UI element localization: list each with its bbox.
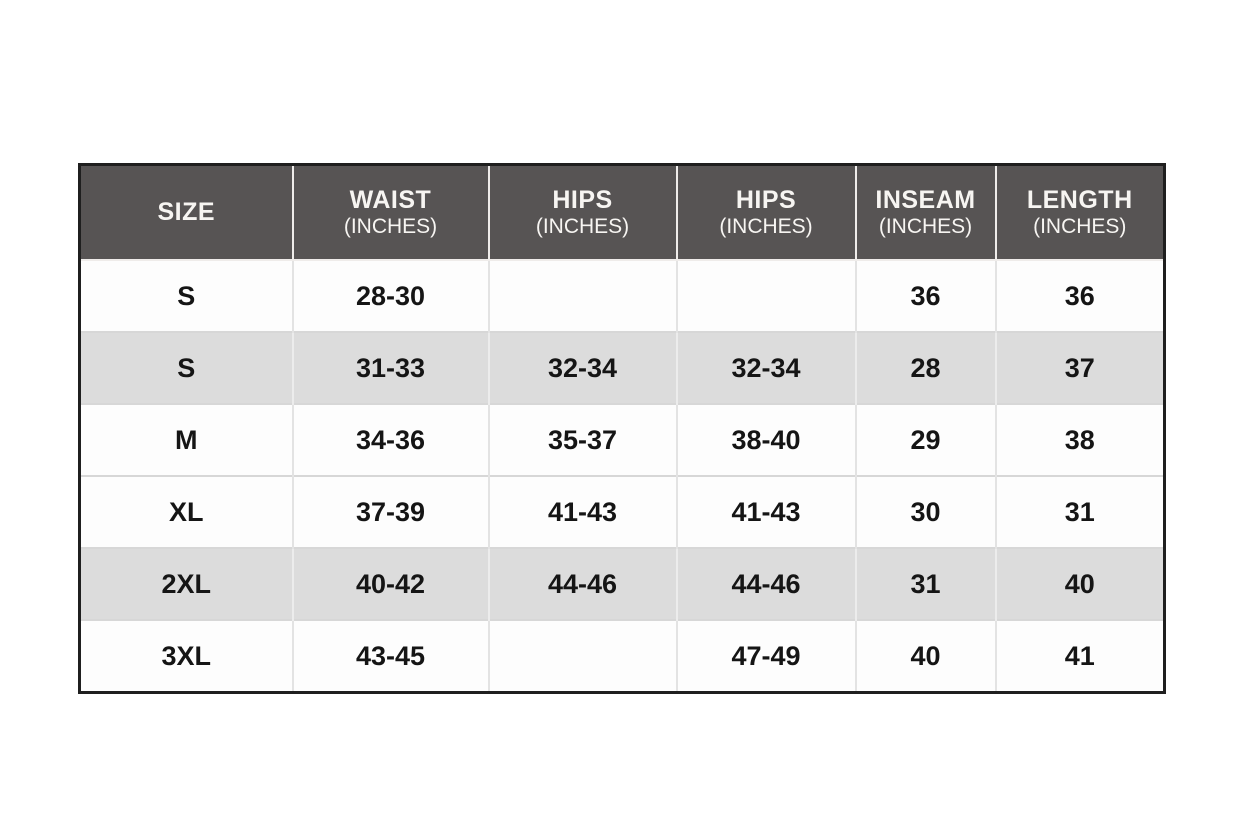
size-chart-table bbox=[78, 163, 1166, 694]
column-header-label: WAIST bbox=[349, 185, 432, 214]
column-header-hips-2 bbox=[677, 165, 856, 261]
cell-size: XL bbox=[80, 476, 293, 548]
cell-inseam: 28 bbox=[856, 332, 996, 404]
cell-size: S bbox=[80, 332, 293, 404]
cell-waist: 28-30 bbox=[293, 260, 489, 332]
table-row-xl bbox=[80, 476, 1165, 548]
cell-length: 37 bbox=[996, 332, 1165, 404]
column-header-length bbox=[996, 165, 1165, 261]
cell-hips-2: 32-34 bbox=[677, 332, 856, 404]
column-header-label: HIPS bbox=[552, 185, 613, 214]
table-row-m bbox=[80, 404, 1165, 476]
cell-hips-1 bbox=[489, 620, 677, 693]
column-header-label: INSEAM bbox=[875, 185, 976, 214]
table-header bbox=[80, 165, 1165, 261]
cell-hips-2: 44-46 bbox=[677, 548, 856, 620]
cell-inseam: 30 bbox=[856, 476, 996, 548]
column-header-sublabel: (INCHES) bbox=[719, 215, 813, 239]
cell-size: 2XL bbox=[80, 548, 293, 620]
cell-waist: 43-45 bbox=[293, 620, 489, 693]
table-row-s-1 bbox=[80, 260, 1165, 332]
cell-size: 3XL bbox=[80, 620, 293, 693]
column-header-size bbox=[80, 165, 293, 261]
column-header-hips-1 bbox=[489, 165, 677, 261]
cell-hips-1: 41-43 bbox=[489, 476, 677, 548]
column-header-sublabel: (INCHES) bbox=[343, 215, 438, 239]
cell-inseam: 31 bbox=[856, 548, 996, 620]
column-header-sublabel: (INCHES) bbox=[535, 215, 630, 239]
column-header-waist bbox=[293, 165, 489, 261]
cell-inseam: 36 bbox=[856, 260, 996, 332]
cell-hips-1: 32-34 bbox=[489, 332, 677, 404]
cell-hips-2: 41-43 bbox=[677, 476, 856, 548]
cell-size: M bbox=[80, 404, 293, 476]
cell-hips-2 bbox=[677, 260, 856, 332]
cell-length: 31 bbox=[996, 476, 1165, 548]
column-header-sublabel: (INCHES) bbox=[878, 215, 973, 239]
cell-waist: 34-36 bbox=[293, 404, 489, 476]
column-header-sublabel: (INCHES) bbox=[1033, 215, 1127, 239]
table-body bbox=[80, 260, 1165, 693]
cell-length: 41 bbox=[996, 620, 1165, 693]
cell-length: 38 bbox=[996, 404, 1165, 476]
cell-hips-2: 47-49 bbox=[677, 620, 856, 693]
cell-inseam: 40 bbox=[856, 620, 996, 693]
table-row-2xl bbox=[80, 548, 1165, 620]
column-header-label: SIZE bbox=[157, 198, 216, 227]
cell-hips-2: 38-40 bbox=[677, 404, 856, 476]
header-row bbox=[80, 165, 1165, 261]
cell-waist: 40-42 bbox=[293, 548, 489, 620]
table-row-s-2 bbox=[80, 332, 1165, 404]
cell-waist: 37-39 bbox=[293, 476, 489, 548]
cell-inseam: 29 bbox=[856, 404, 996, 476]
column-header-label: LENGTH bbox=[1026, 185, 1133, 214]
table-row-3xl bbox=[80, 620, 1165, 693]
cell-hips-1: 44-46 bbox=[489, 548, 677, 620]
cell-length: 36 bbox=[996, 260, 1165, 332]
cell-hips-1: 35-37 bbox=[489, 404, 677, 476]
cell-waist: 31-33 bbox=[293, 332, 489, 404]
cell-size: S bbox=[80, 260, 293, 332]
cell-length: 40 bbox=[996, 548, 1165, 620]
column-header-inseam bbox=[856, 165, 996, 261]
column-header-label: HIPS bbox=[735, 185, 797, 214]
cell-hips-1 bbox=[489, 260, 677, 332]
